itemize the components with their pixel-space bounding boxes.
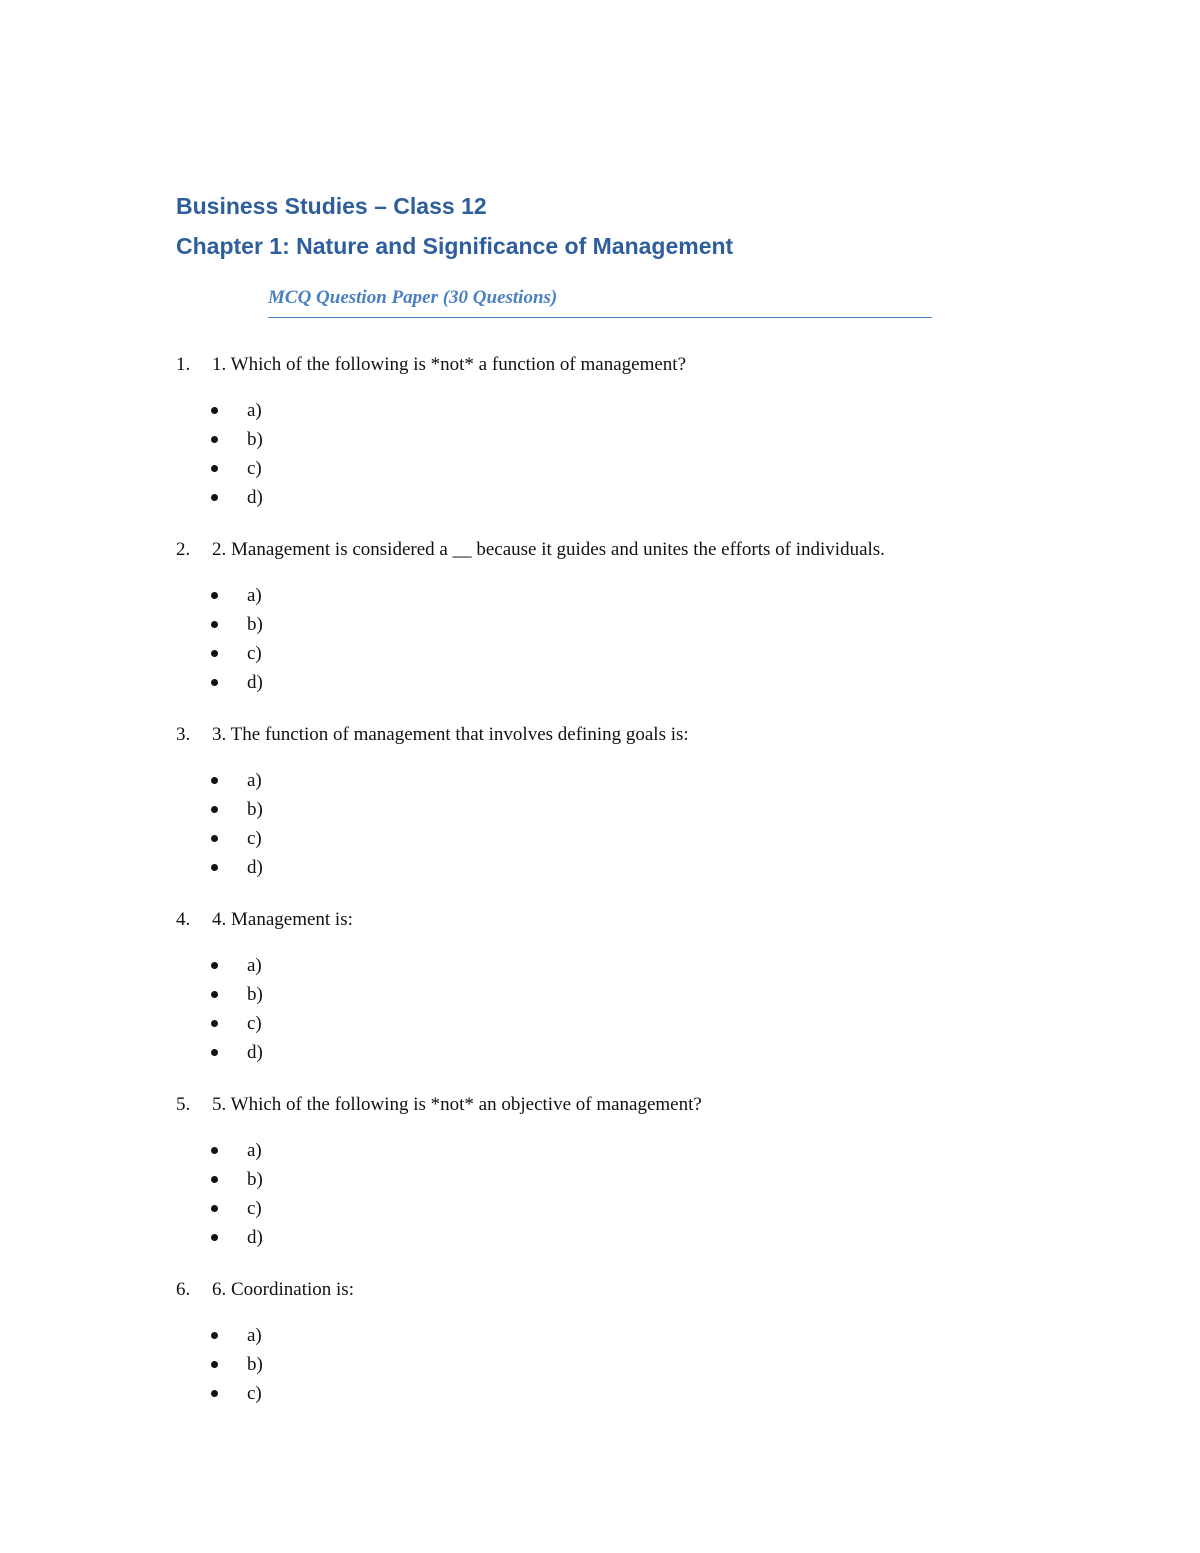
option-label: c) xyxy=(247,1013,262,1034)
option-label: d) xyxy=(247,672,263,693)
option-label: b) xyxy=(247,614,263,635)
option-label: d) xyxy=(247,487,263,508)
question-number: 5. xyxy=(176,1094,191,1115)
bullet-icon xyxy=(211,1147,218,1154)
question-number: 3. xyxy=(176,724,191,745)
question-number: 6. xyxy=(176,1279,191,1300)
question-text: 4. Management is: xyxy=(212,909,353,930)
option-label: c) xyxy=(247,1198,262,1219)
option-label: b) xyxy=(247,429,263,450)
chapter-title: Chapter 1: Nature and Significance of Management xyxy=(176,233,734,259)
option-label: d) xyxy=(247,857,263,878)
question-text: 2. Management is considered a __ because it guides and unites the efforts of individuals. xyxy=(212,539,885,560)
question-number: 4. xyxy=(176,909,191,930)
question-list xyxy=(0,352,1200,1462)
bullet-icon xyxy=(211,1361,218,1368)
bullet-icon xyxy=(211,621,218,628)
question-text: 5. Which of the following is *not* an objective of management? xyxy=(212,1094,702,1115)
document-title: Business Studies – Class 12 xyxy=(176,193,487,219)
option-label: c) xyxy=(247,828,262,849)
bullet-icon xyxy=(211,1234,218,1241)
bullet-icon xyxy=(211,494,218,501)
question-text: 3. The function of management that involves defining goals is: xyxy=(212,724,689,745)
question-number: 1. xyxy=(176,354,191,375)
option-label: a) xyxy=(247,1325,262,1346)
question-text: 1. Which of the following is *not* a function of management? xyxy=(212,354,687,375)
paper-subtitle: MCQ Question Paper (30 Questions) xyxy=(268,285,932,318)
bullet-icon xyxy=(211,1332,218,1339)
option-label: a) xyxy=(247,770,262,791)
question-item xyxy=(0,722,1200,907)
question-item xyxy=(0,1092,1200,1277)
option-label: a) xyxy=(247,400,262,421)
bullet-icon xyxy=(211,650,218,657)
bullet-icon xyxy=(211,777,218,784)
bullet-icon xyxy=(211,592,218,599)
question-text: 6. Coordination is: xyxy=(212,1279,354,1300)
option-label: c) xyxy=(247,458,262,479)
bullet-icon xyxy=(211,835,218,842)
option-label: b) xyxy=(247,1169,263,1190)
bullet-icon xyxy=(211,864,218,871)
option-label: b) xyxy=(247,984,263,1005)
bullet-icon xyxy=(211,962,218,969)
option-label: b) xyxy=(247,1354,263,1375)
bullet-icon xyxy=(211,407,218,414)
bullet-icon xyxy=(211,436,218,443)
question-item xyxy=(0,537,1200,722)
option-label: a) xyxy=(247,1140,262,1161)
bullet-icon xyxy=(211,679,218,686)
question-item xyxy=(0,1277,1200,1462)
option-label: d) xyxy=(247,1042,263,1063)
question-item xyxy=(0,352,1200,537)
bullet-icon xyxy=(211,1049,218,1056)
question-item xyxy=(0,907,1200,1092)
bullet-icon xyxy=(211,806,218,813)
option-label: c) xyxy=(247,1383,262,1404)
option-label: c) xyxy=(247,643,262,664)
bullet-icon xyxy=(211,1390,218,1397)
option-label: d) xyxy=(247,1227,263,1248)
question-number: 2. xyxy=(176,539,191,560)
option-label: a) xyxy=(247,955,262,976)
option-label: a) xyxy=(247,585,262,606)
bullet-icon xyxy=(211,1020,218,1027)
bullet-icon xyxy=(211,465,218,472)
option-label: b) xyxy=(247,799,263,820)
bullet-icon xyxy=(211,1205,218,1212)
bullet-icon xyxy=(211,991,218,998)
bullet-icon xyxy=(211,1176,218,1183)
